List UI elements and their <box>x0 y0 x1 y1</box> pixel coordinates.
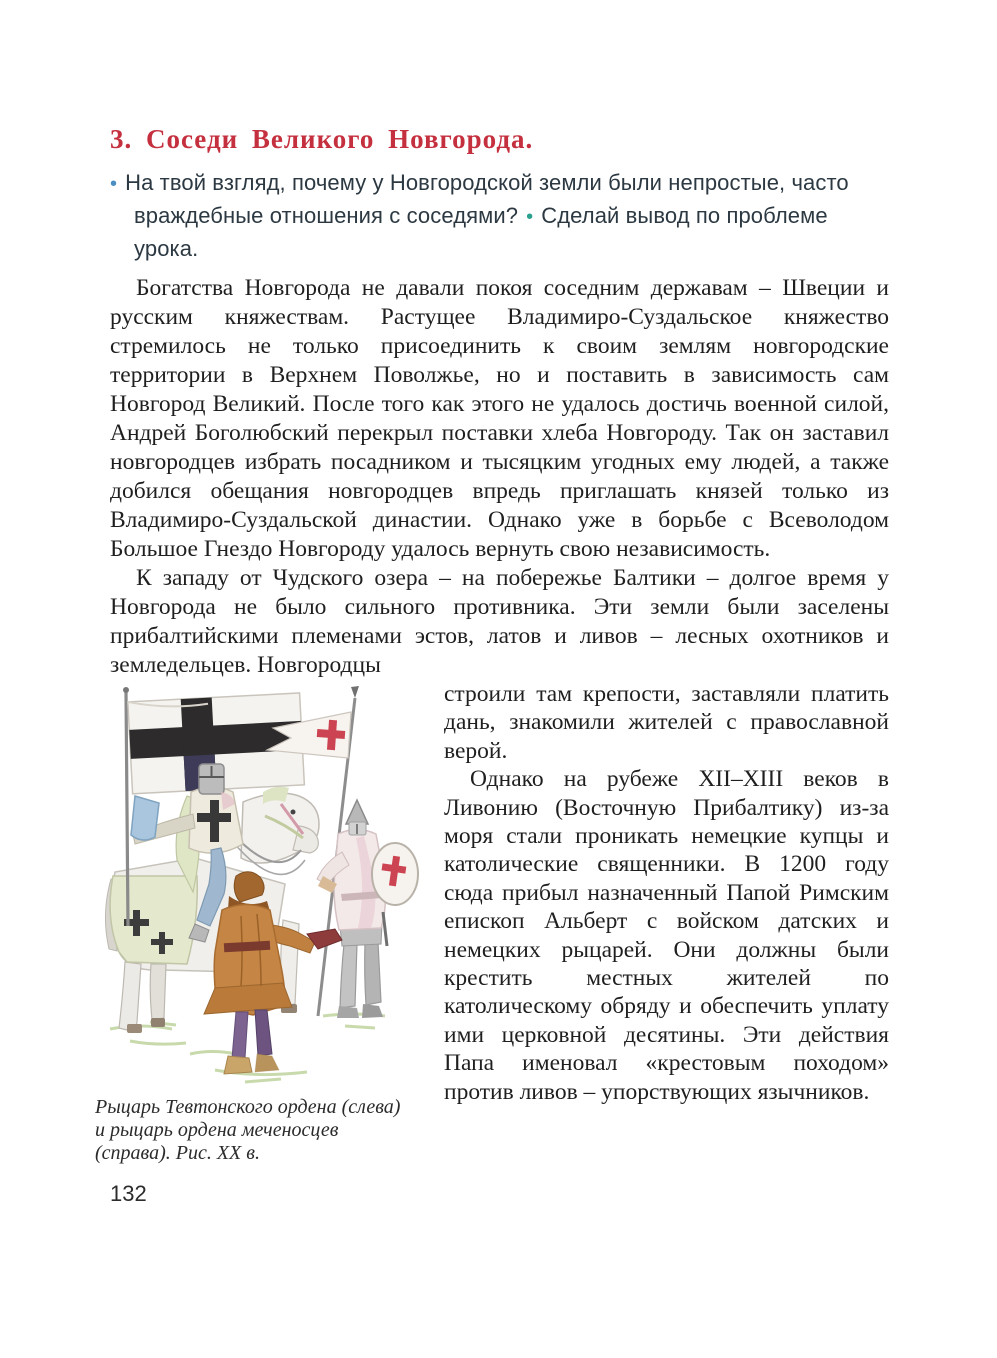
page-number: 132 <box>110 1181 147 1206</box>
section-heading: 3. Соседи Великого Новгорода. <box>110 124 534 154</box>
bullet-icon: • <box>110 173 118 195</box>
paragraph-2: К западу от Чудского озера – на побережье Балтики – долгое время у Новгорода не было сильного противника. Эти земли были заселены прибалтийскими племенами эстов, латов и ливов – лесных охотников и земледельцев. Новгородцы <box>110 565 889 678</box>
knights-illustration <box>95 684 430 1084</box>
bullet-icon: • <box>526 206 534 228</box>
paragraph-3: Однако на рубеже XII–XIII веков в Ливонию (Восточную Прибалтику) из-за моря стали проникать немецкие купцы и католические священники. В 1200 году сюда прибыл назначенный Папой Римским епископ Альберт с войском датских и немецких рыцарей. Они должны были крестить местных жителей по католическому обряду и обеспечить уплату ими церковной десятины. Эти действия Папа именовал «крестовым походом» против ливов – упорствующих язычников. <box>444 766 889 1105</box>
figure-text-flow <box>95 680 889 1164</box>
lesson-question <box>110 167 889 264</box>
figure <box>95 684 430 1165</box>
question-text-2: Сделай вывод по проблеме урока. <box>134 203 828 261</box>
figure-caption: Рыцарь Тевтонского ордена (слева) и рыцарь ордена меченосцев (справа). Рис. XX в. <box>95 1096 401 1164</box>
question-text-1: На твой взгляд, почему у Новгородской земли были непростые, часто враждебные отношения с соседями? <box>125 170 849 228</box>
paragraph-2-continued: строили там крепости, заставляли платить дань, знакомили жителей с православной верой. <box>444 681 889 764</box>
paragraph-1: Богатства Новгорода не давали покоя соседним державам – Швеции и русским княжествам. Растущее Владимиро-Суздальское княжество стремилось не только присоединить к своим землям новгородские территории в Верхнем Поволжье, но и поставить в зависимость сам Новгород Великий. После того как этого не удалось достичь военной силой, Андрей Боголюбский перекрыл поставки хлеба Новгороду. Так он заставил новгородцев избрать посадником и тысяцким угодных ему людей, а также добился обещания новгородцев впредь приглашать князей только из Владимиро-Суздальской династии. Однако уже в борьбе с Всеволодом Большое Гнездо Новгороду удалось вернуть свою независимость. <box>110 275 889 562</box>
